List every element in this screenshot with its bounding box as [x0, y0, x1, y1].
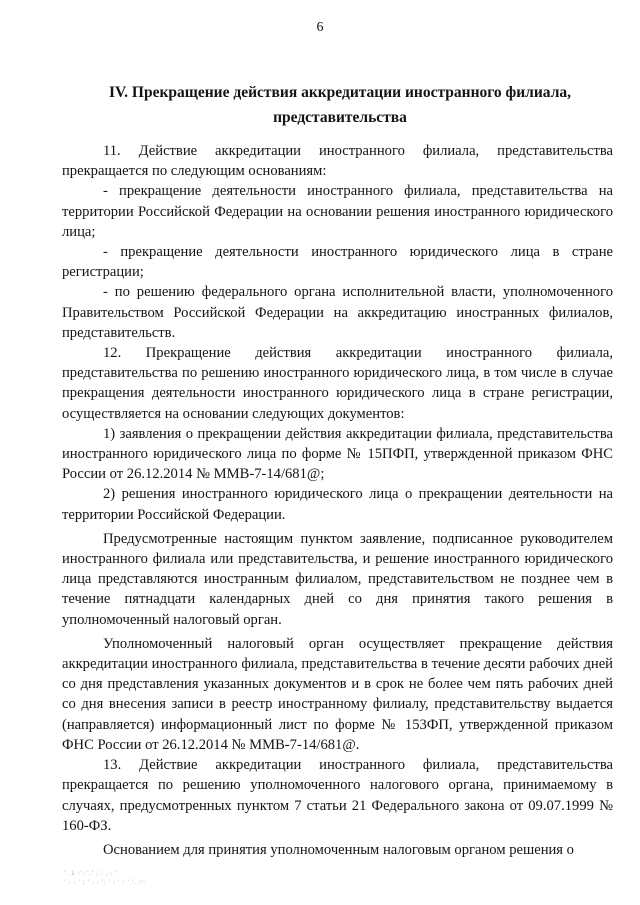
section-heading [60, 80, 620, 130]
section-title-line-1: IV. Прекращение действия аккредитации иностранного филиала, [108, 84, 572, 101]
page-number: 6 [316, 20, 324, 35]
paragraph-11-item-2: - прекращение деятельности иностранного юридического лица в стране регистрации; [62, 244, 613, 281]
paragraph-12-item-2: 2) решения иностранного юридического лица о прекращении деятельности на территории Российской Федерации. [62, 486, 613, 523]
paragraph-12-item-1: 1) заявления о прекращении действия аккредитации филиала, представительства иностранного юридического лица по форме № 15ПФП, утвержденной приказом ФНС России от 26.12.2014 № ММВ-7-14/681@; [62, 425, 613, 483]
paragraph-12-note: Предусмотренные настоящим пунктом заявление, подписанное руководителем иностранного филиала или представительства, и решение иностранного юридического лица представляются иностранным филиалом, представительством не позднее чем в течение пятнадцати календарных дней со дня принятия такого решения в уполномоченный налоговый орган. [62, 530, 613, 628]
paragraph-12-procedure: Уполномоченный налоговый орган осуществляет прекращение действия аккредитации иностранного филиала, представительства в течение десяти рабочих дней со дня представления указанных документов и в срок не более чем пять рабочих дней со дня внесения записи в реестр иностранному филиалу, представительству выдается (направляется) информационный лист по форме № 153ФП, утвержденной приказом ФНС России от 26.12.2014 № ММВ-7-14/681@. [62, 635, 613, 753]
footer-stamp [64, 869, 146, 887]
paragraph-12: 12. Прекращение действия аккредитации иностранного филиала, представительства по решению иностранного юридического лица, в том числе в случае прекращения деятельности иностранного юридического лица в стране регистрации, осуществляется на основании следующих документов: [62, 345, 613, 422]
paragraph-11: 11. Действие аккредитации иностранного филиала, представительства прекращается по следующим основаниям: [62, 143, 613, 180]
paragraph-11-item-3: - по решению федерального органа исполнительной власти, уполномоченного Правительством Российской Федерации на аккредитацию иностранных филиалов, представительств. [62, 284, 613, 341]
footer-stamp-line-2: ' : : ' ; ' : : ': ' : ' : ' '. :': [64, 878, 146, 886]
paragraph-11-item-1: - прекращение деятельности иностранного филиала, представительства на территории Российской Федерации на основании решения иностранного юридического лица; [62, 183, 613, 240]
paragraph-13: 13. Действие аккредитации иностранного филиала, представительства прекращается по решению уполномоченного налогового органа, принимаемому в случаях, предусмотренных пунктом 7 статьи 21 Федерального закона от 09.07.1999 № 160-ФЗ. [62, 757, 613, 834]
paragraph-13-basis: Основанием для принятия уполномоченным налоговым органом решения о [103, 841, 574, 858]
footer-stamp-line-1: '. 1 :': ',' ; : ,:: ' [64, 869, 118, 877]
section-title-line-2: представительства [273, 109, 407, 126]
document-body [62, 141, 613, 860]
